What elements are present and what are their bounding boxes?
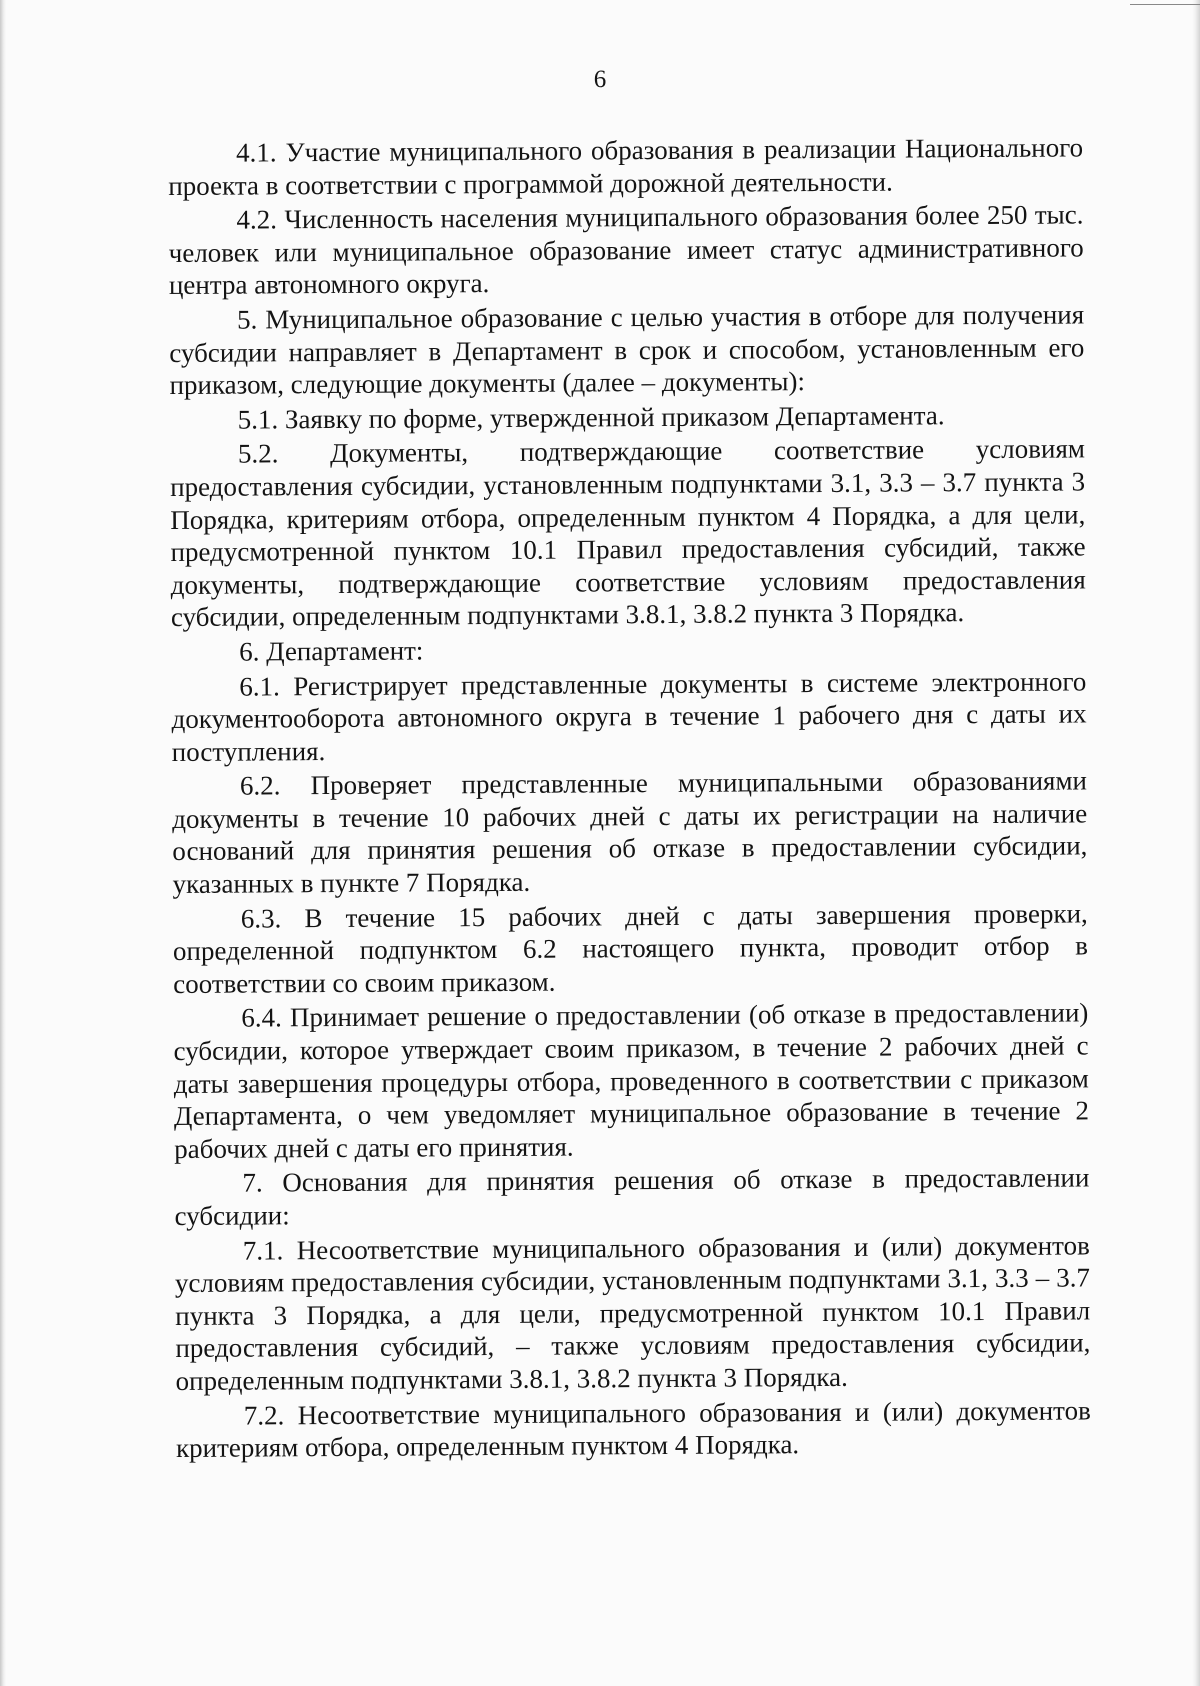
paragraph-4-1: 4.1. Участие муниципального образования в реализации Национального проекта в соответствии с программой дорожной деятельности. — [168, 132, 1084, 201]
paragraph-6-4: 6.4. Принимает решение о предоставлении (об отказе в предоставлении) субсидии, которое утверждает своим приказом, в течение 2 рабочих дней с даты завершения процедуры отбора, проведенного в соответствии с приказом Департамента, о чем уведомляет муниципальное образование в течение 2 рабочих дней с даты его принятия. — [173, 997, 1090, 1164]
page-number: 6 — [593, 66, 607, 93]
paragraph-5-1: 5.1. Заявку по форме, утвержденной приказом Департамента. — [237, 400, 945, 435]
scan-corner-line — [1130, 4, 1200, 5]
paragraph-4-2: 4.2. Численность населения муниципального образования более 250 тыс. человек или муниципальное образование имеет статус административного центра автономного округа. — [168, 199, 1084, 301]
paragraph-6-1: 6.1. Регистрирует представленные документы в системе электронного документооборота автономного округа в течение 1 рабочего дня с даты их поступления. — [171, 665, 1087, 767]
paragraph-6-3: 6.3. В течение 15 рабочих дней с даты завершения проверки, определенной подпунктом 6.2 настоящего пункта, проводит отбор в соответствии со своим приказом. — [172, 898, 1089, 999]
paragraph-5-2: 5.2. Документы, подтверждающие соответствие условиям предоставления субсидии, установленным подпунктами 3.1, 3.3 – 3.7 пункта 3 Порядка, критериям отбора, определенным пунктом 4 Порядка, а для цели, предусмотренной пунктом 10.1 Правил предоставления субсидий, также документы, подтверждающие соответствие условиям предоставления субсидии, определенным подпунктами 3.8.1, 3.8.2 пункта 3 Порядка. — [170, 433, 1086, 633]
scan-edge-left — [0, 0, 6, 1686]
paragraph-6: 6. Департамент: — [239, 635, 424, 667]
paragraph-6-2: 6.2. Проверяет представленные муниципальными образованиями документы в течение 10 рабочих дней с даты их регистрации на наличие оснований для принятия решения об отказе в предоставлении субсидии, указанных в пункте 7 Порядка. — [172, 765, 1088, 900]
paragraph-7-2: 7.2. Несоответствие муниципального образования и (или) документов критериям отбора, определенным пунктом 4 Порядка. — [175, 1394, 1091, 1464]
paragraph-5: 5. Муниципальное образование с целью участия в отборе для получения субсидии направляет в Департамент в срок и способом, установленным его приказом, следующие документы (далее – документы): — [169, 299, 1085, 401]
paragraph-7-1: 7.1. Несоответствие муниципального образования и (или) документов условиям предоставления субсидии, установленным подпунктами 3.1, 3.3 – 3.7 пункта 3 Порядка, а для цели, предусмотренной пунктом 10.1 Правил предоставления субсидий, – также условиям предоставления субсидии, определенным подпунктами 3.8.1, 3.8.2 пункта 3 Порядка. — [174, 1229, 1091, 1396]
scan-edge-right — [1192, 0, 1200, 1686]
paragraph-7: 7. Основания для принятия решения об отказе в предоставлении субсидии: — [174, 1162, 1090, 1231]
document-body — [168, 131, 1091, 1464]
